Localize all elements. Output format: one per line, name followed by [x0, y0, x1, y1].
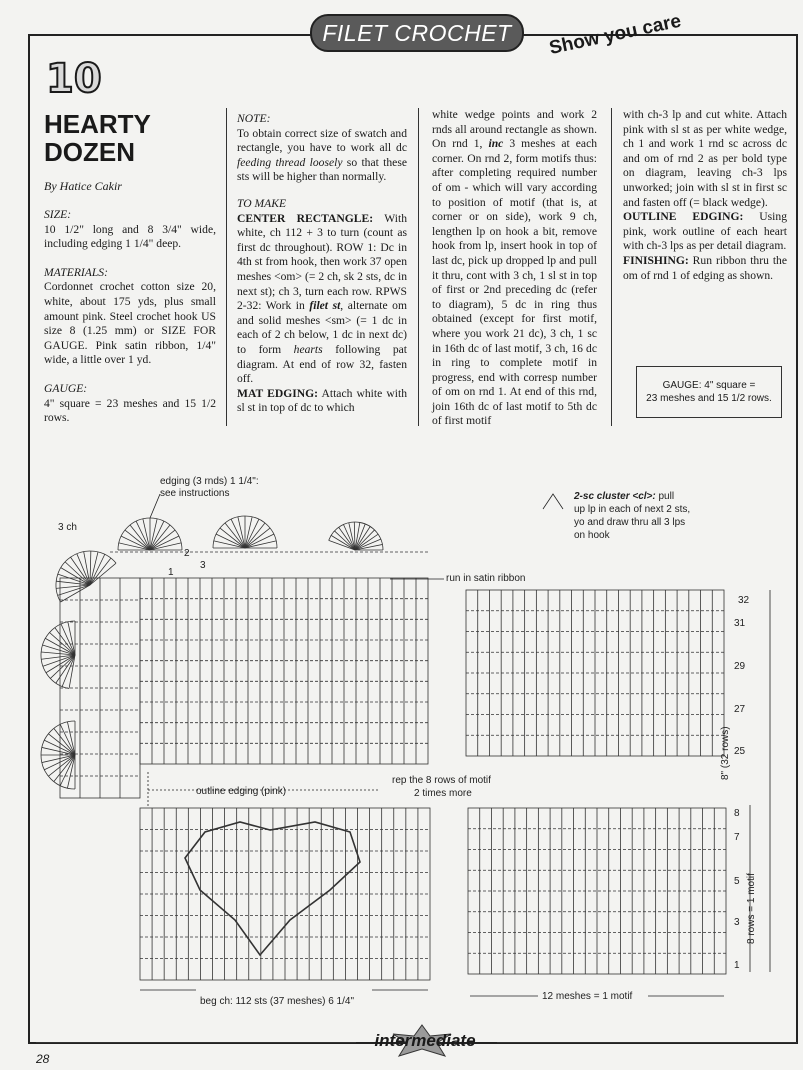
edging-motif [41, 621, 75, 688]
cluster-text-2: up lp in each of next 2 sts, [574, 504, 691, 515]
edging-text: white wedge points and work 2 rnds all around rectangle as shown. On rnd 1, inc 3 meshes at each corner. On rnd 2, form motifs thus: after completing required number of om - which will vary according to position of motif (that is, at corner or on side), work 9 ch, lengthen lp on hook a bit, remove hook from lp, insert hook in top of last dc, pick up dropped lp and pull it thru, cont with 3 ch, 1 sl st in top of first or 2nd preceding dc (refer to diagram), 5 dc in ring thus obtained (except for first motif, where you work 21 dc), 3 ch, 1 sc in 16th dc of last motif, 3 ch, 16 dc in ring to complete motif in progress, end with corresp number of om on rnd 1. At end of this rnd, join 16th dc of last motif to 5th dc of first motif [432, 108, 598, 428]
footer-rule [497, 1042, 797, 1043]
materials-text: Cordonnet crochet cotton size 20, white, about 175 yds, plus small amount pink. Steel crochet hook US size 8 (1.25 mm) or SIZE FOR GAUGE. Pink satin ribbon, 1/4" wide, a little over 1 yd. [44, 280, 216, 367]
ch3-label: 3 ch [58, 522, 77, 533]
repeat-label-2: 2 times more [414, 788, 472, 799]
rnd-2-label: 2 [184, 548, 190, 559]
cluster-text-3: yo and draw thru all 3 lps [574, 517, 686, 528]
section-title: FILET CROCHET [322, 19, 512, 46]
note-heading: NOTE: [237, 112, 271, 125]
rows-total-label: 8" (32 rows) [720, 726, 731, 780]
materials-heading: MATERIALS: [44, 265, 108, 279]
outline-edging-text: OUTLINE EDGING: Using pink, work outline of each heart with ch-3 lps as per detail diagram. [623, 210, 787, 253]
beg-ch-label: beg ch: 112 sts (37 meshes) 6 1/4" [200, 996, 355, 1007]
edging-pointer [150, 494, 160, 518]
row-label-1: 1 [734, 960, 740, 971]
pattern-title: HEARTY DOZEN [44, 109, 151, 167]
edging-label: edging (3 rnds) 1 1/4": [160, 476, 259, 487]
row-label-25: 25 [734, 746, 746, 757]
edging-motif [213, 516, 277, 548]
gauge-heading: GAUGE: [44, 381, 88, 395]
chart-grid-top-right [466, 590, 724, 756]
row-label-31: 31 [734, 618, 746, 629]
size-text: 10 1/2" long and 8 3/4" wide, including edging 1 1/4" deep. [44, 222, 216, 251]
row-label-8: 8 [734, 808, 740, 819]
chart-grid-bottom-right [468, 808, 726, 974]
row-label-32: 32 [738, 595, 750, 606]
mat-edging-text: MAT EDGING: Attach white with sl st in top of dc to which [237, 386, 408, 415]
finishing-text: FINISHING: Run ribbon thru the om of rnd 1 of edging as shown. [623, 253, 787, 282]
cluster-text-4: on hook [574, 530, 610, 541]
skill-level: intermediate [374, 1031, 476, 1050]
skill-level-badge [355, 1026, 495, 1056]
tagline: Show you care [547, 10, 683, 60]
edging-label-2: see instructions [160, 488, 230, 499]
page-number: 28 [36, 1052, 50, 1066]
row-label-3: 3 [734, 917, 740, 928]
chart-grid-top-left [140, 578, 428, 764]
heart-outline [185, 822, 360, 955]
pattern-number: 10 [46, 56, 102, 102]
edging-motif [56, 551, 116, 602]
rows-motif-label: 8 rows = 1 motif [746, 873, 757, 944]
chart-grid-bottom-left [140, 808, 430, 980]
row-label-5: 5 [734, 876, 740, 887]
ribbon-label: run in satin ribbon [446, 573, 526, 584]
byline: By Hatice Cakir [44, 179, 122, 193]
cluster-symbol [543, 494, 563, 509]
repeat-label-1: rep the 8 rows of motif [392, 775, 491, 786]
pink-edging-text: with ch-3 lp and cut white. Attach pink with sl st as per white wedge, ch 1 and work 1 rnd sc across dc and om of rnd 2 as per bold type on diagram, leaving ch-3 lps unworked; join with sl st in first sc and fasten off (= black wedge). [623, 108, 787, 209]
footer-rule [36, 1042, 356, 1043]
edging-motif [41, 721, 75, 789]
row-label-7: 7 [734, 832, 740, 843]
outline-edging-label: outline edging (pink) [196, 786, 287, 797]
meshes-motif-label: 12 meshes = 1 motif [542, 991, 633, 1002]
chart-grid-edge [60, 578, 140, 798]
cluster-heading: 2-sc cluster <cl>: pull [574, 491, 675, 502]
to-make-heading: TO MAKE [237, 196, 287, 210]
gauge-box: GAUGE: 4" square = 23 meshes and 15 1/2 rows. [636, 366, 782, 418]
row-label-27: 27 [734, 704, 746, 715]
edging-motif [118, 518, 182, 550]
rnd-3-label: 3 [200, 560, 206, 571]
size-heading: SIZE: [44, 208, 72, 221]
center-rectangle-text: CENTER RECTANGLE: With white, ch 112 + 3 to turn (count as first dc throughout). ROW 1: Dc in 4th st from hook, then work 37 open meshes <om> (= 2 ch, sk 2 sts, dc in next st); ch 3, turn each row. RPWS 2-32: Work in filet st, alternate om and solid meshes <sm> (= 1 dc in each of 2 ch below, 1 dc in next dc) to form hearts following pat diagram. At end of row 32, fasten off. [237, 211, 407, 386]
note-text: To obtain correct size of swatch and rectangle, you have to work all dc feeding thread loosely so that these sts will be higher than normally. [237, 126, 407, 184]
rnd-1-label: 1 [168, 567, 174, 578]
edging-motif [329, 522, 383, 550]
row-label-29: 29 [734, 661, 746, 672]
gauge-text: 4" square = 23 meshes and 15 1/2 rows. [44, 396, 216, 425]
